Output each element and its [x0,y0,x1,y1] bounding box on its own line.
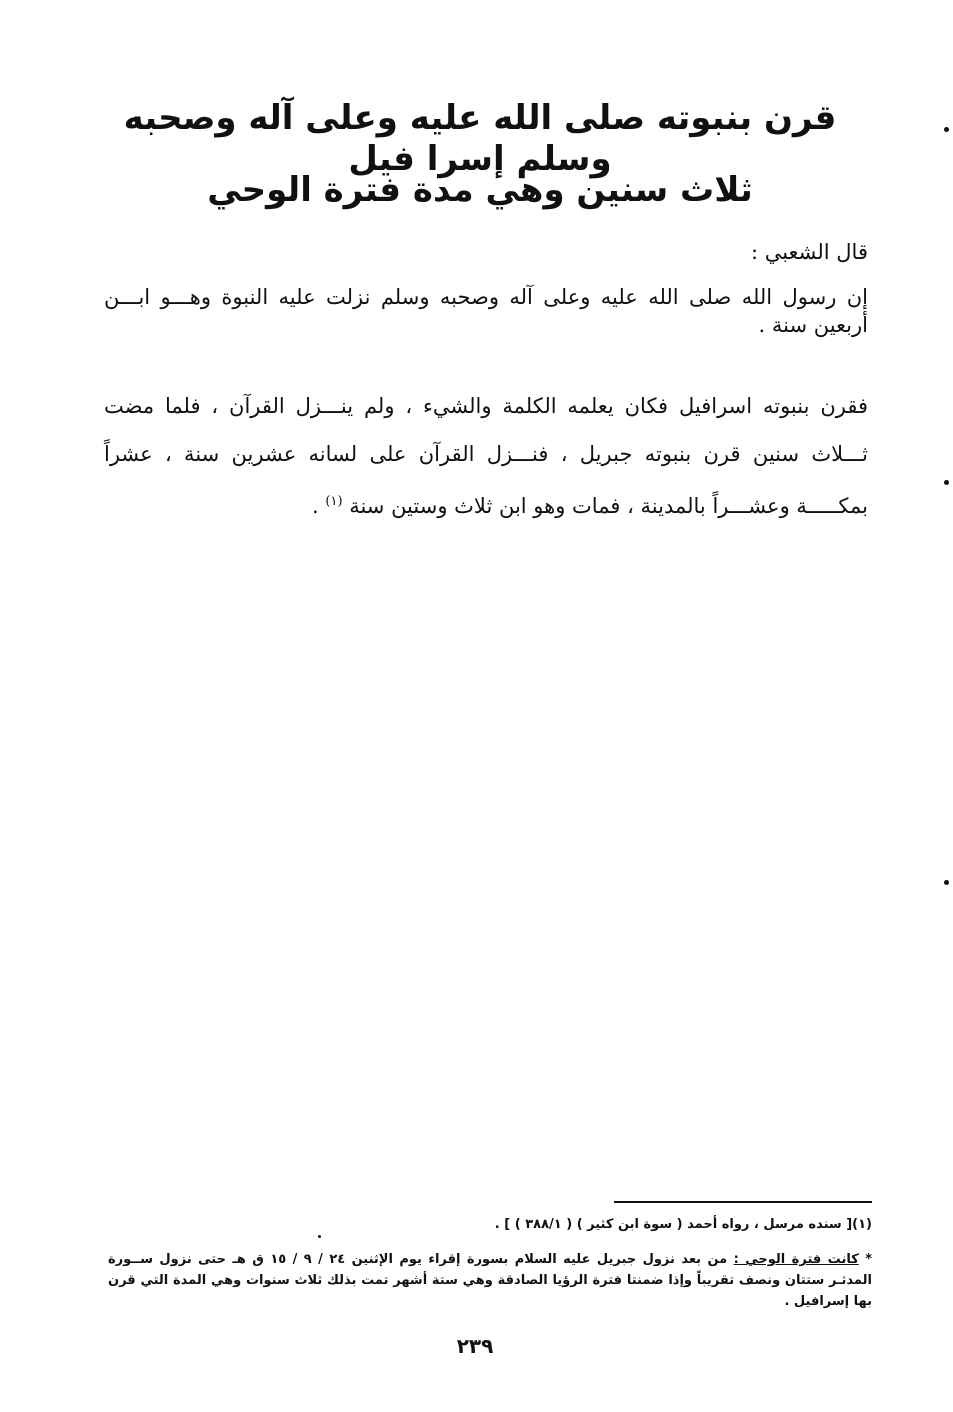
footnote-1: (١)[ سنده مرسل ، رواه أحمد ( سوة ابن كثير ) ( ٣٨٨/١ ) ] . [494,1217,872,1232]
paragraph-1: إن رسول الله صلى الله عليه وعلى آله وصحبه وسلم نزلت عليه النبوة وهـــو ابـــن أربعين سنة . [104,285,868,338]
footnote-2-label: كانت فترة الوحي : [733,1252,859,1267]
footnote-2-marker: * [865,1252,872,1267]
scan-speck [944,127,949,132]
footnote-2 [108,1250,872,1312]
paragraph-2 [104,382,868,530]
narrator-intro: قال الشعبي : [750,240,868,264]
chapter-title-line-2: ثلاث سنين وهي مدة فترة الوحي [207,170,753,210]
scan-speck [944,480,949,485]
page-number: ٢٣٩ [456,1334,494,1358]
paragraph-2-end: . [312,494,326,518]
paragraph-2-text: فقرن بنبوته اسرافيل فكان يعلمه الكلمة والشيء ، ولم ينـــزل القرآن ، فلما مضت ثـــلاث سنين قرن بنبوته جبريل ، فنـــزل القرآن على لسانه عشرين سنة ، عشراً بمكـــــة وعشـــراً بالمدينة ، فمات وهو ابن ثلاث وستين سنة [104,394,868,518]
footnote-reference: (١) [325,494,343,509]
scan-speck [318,1235,321,1238]
footnote-separator [614,1201,872,1203]
footnote-2-text: من بعد نزول جبريل عليه السلام بسورة إقراء يوم الإثنين ٢٤ / ٩ / ١٥ ق هـ حتى نزول ســورة المدثـر ستتان ونصف تقريباً وإذا ضمنتا فترة الرؤيا الصادقة وهي ستة أشهر تمت بذلك ثلاث سنوات وهي المدة التي قرن بها إسرافيل . [108,1252,872,1309]
scan-speck [944,880,949,885]
chapter-title-line-1: قرن بنبوته صلى الله عليه وعلى آله وصحبه وسلم إسرا فيل [123,98,837,179]
